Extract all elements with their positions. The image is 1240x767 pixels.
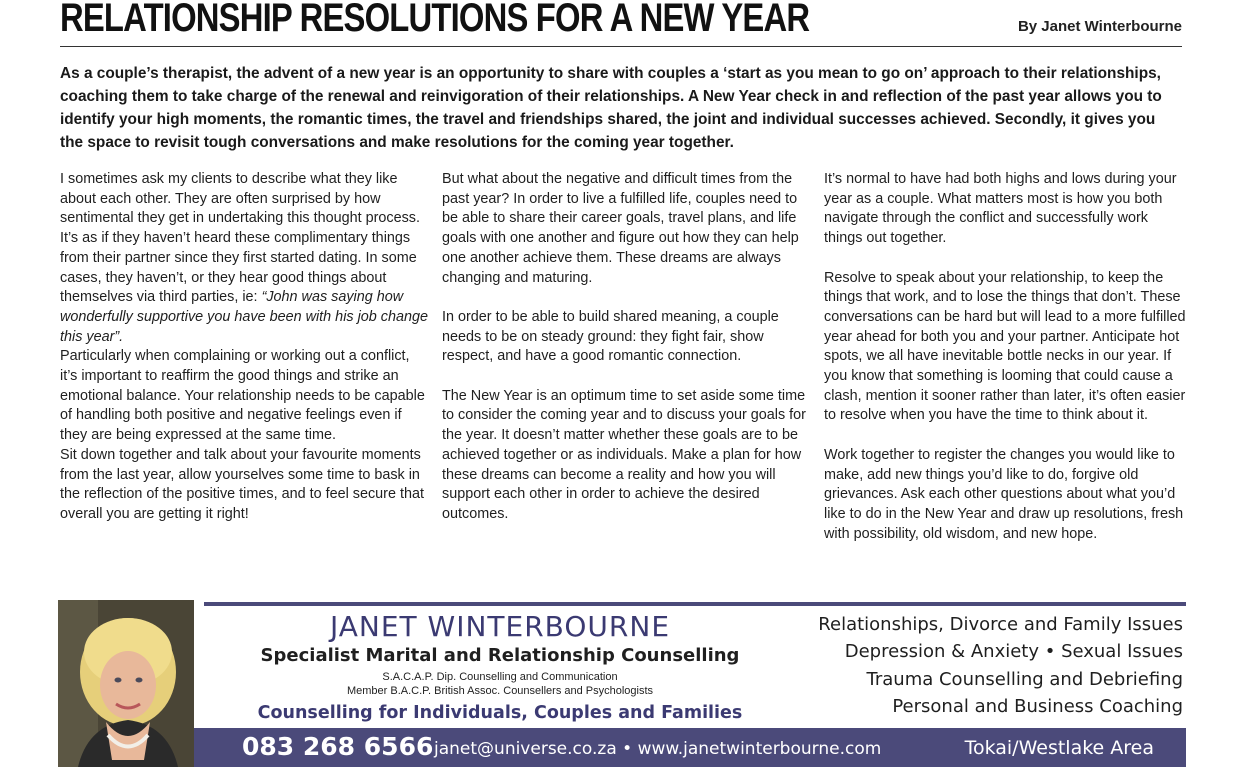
ad-tagline: Counselling for Individuals, Couples and Families bbox=[257, 703, 743, 723]
service-item: Relationships, Divorce and Family Issues bbox=[818, 614, 1183, 635]
specialty-heading: Specialist Marital and Relationship Counselling bbox=[260, 645, 740, 666]
title-divider bbox=[60, 46, 1182, 47]
service-area: Tokai/Westlake Area bbox=[964, 737, 1154, 759]
col1-paragraph-2: Particularly when complaining or working out a conflict, it’s important to reaffirm the good things and strike an emotional balance. Your relationship needs to be capable of handling both positive and negative feelings even if they are being expressed at the same time. bbox=[60, 348, 425, 444]
services-list bbox=[818, 611, 1183, 720]
service-item: Personal and Business Coaching bbox=[892, 695, 1183, 717]
col3-paragraph-2: Resolve to speak about your relationship, to keep the things that work, and to lose the things that don’t. These conversations can be hard but will lead to a more fulfilled year ahead for both you and your partner. Anticipate hot spots, we all have inevitable bottle necks in our year. If you know that something is looming that could cause a clash, mention it sooner rather than later, it’s often easier to resolve when you have the time to think about it. bbox=[824, 269, 1186, 424]
ad-top-rule bbox=[204, 602, 1186, 606]
service-item: Depression & Anxiety • Sexual Issues bbox=[844, 641, 1183, 663]
byline: By Janet Winterbourne bbox=[1017, 18, 1182, 35]
article-column-3 bbox=[824, 170, 1186, 544]
phone-number[interactable]: 083 268 6566 bbox=[242, 732, 434, 761]
counsellor-name: JANET WINTERBOURNE bbox=[329, 610, 671, 643]
portrait-photo bbox=[58, 600, 194, 767]
col2-paragraph-2: In order to be able to build shared meaning, a couple needs to be on steady ground: they fight fair, show respect, and have a good romantic connection. bbox=[442, 308, 779, 365]
col1-paragraph-1-text: I sometimes ask my clients to describe what they like about each other. They are often surprised by how sentimental they get in undertaking this thought process. It’s as if they haven’t heard these complimentary things from their partner since they first started dating. In some cases, they haven’t, or they hear good things about themselves via third parties, ie: bbox=[60, 171, 420, 306]
col3-paragraph-3: Work together to register the changes you would like to make, add new things you’d like to do, forgive old grievances. Ask each other questions about what you’d like to do in the New Year and draw up resolutions, fresh with possibility, old wisdom, and new hope. bbox=[824, 446, 1184, 542]
credential-line-2: Member B.A.C.P. British Assoc. Counsellers and Psychologists bbox=[346, 685, 654, 697]
portrait-illustration bbox=[58, 600, 194, 767]
col2-paragraph-1: But what about the negative and difficult times from the past year? In order to live a fulfilled life, couples need to be able to share their career goals, travel plans, and life goals with one another and figure out how they can help one another achieve them. These dreams are always changing and maturing. bbox=[442, 171, 799, 286]
article-column-1 bbox=[60, 170, 430, 525]
col1-quote: “John was saying how wonderfully supportive you have been with his job change this year”. bbox=[60, 289, 428, 345]
contact-bar bbox=[194, 728, 1186, 767]
article-title: RELATIONSHIP RESOLUTIONS FOR A NEW YEAR bbox=[60, 0, 810, 40]
col1-paragraph-1 bbox=[60, 170, 430, 347]
email-and-website[interactable]: janet@universe.co.za • www.janetwinterbourne.com bbox=[434, 739, 882, 759]
credential-line-1: S.A.C.A.P. Dip. Counselling and Communication bbox=[382, 671, 618, 683]
lead-paragraph: As a couple’s therapist, the advent of a new year is an opportunity to share with couples a ‘start as you mean to go on’ approach to their relationships, coaching them to take charge of the renewal and reinvigoration of their relationships. A New Year check in and reflection of the past year allows you to identify your high moments, the romantic times, the travel and friendships shared, the joint and individual successes achieved. Secondly, it gives you the space to revisit tough conversations and make resolutions for the coming year together. bbox=[60, 65, 1162, 151]
article-column-2 bbox=[442, 170, 808, 525]
col3-paragraph-1: It’s normal to have had both highs and lows during your year as a couple. What matters most is how you both navigate through the conflict and successfully work things out together. bbox=[824, 171, 1177, 247]
col1-paragraph-3: Sit down together and talk about your favourite moments from the last year, allow yourselves some time to bask in the reflection of the positive times, and to feel secure that overall you are getting it right! bbox=[60, 446, 424, 522]
col2-paragraph-3: The New Year is an optimum time to set aside some time to consider the coming year and to discuss your goals for the year. It doesn’t matter whether these goals are to be achieved together or as individuals. Make a plan for how these dreams can become a reality and how you will support each other in order to achieve the desired outcomes. bbox=[442, 387, 806, 522]
service-item: Trauma Counselling and Debriefing bbox=[866, 668, 1183, 690]
